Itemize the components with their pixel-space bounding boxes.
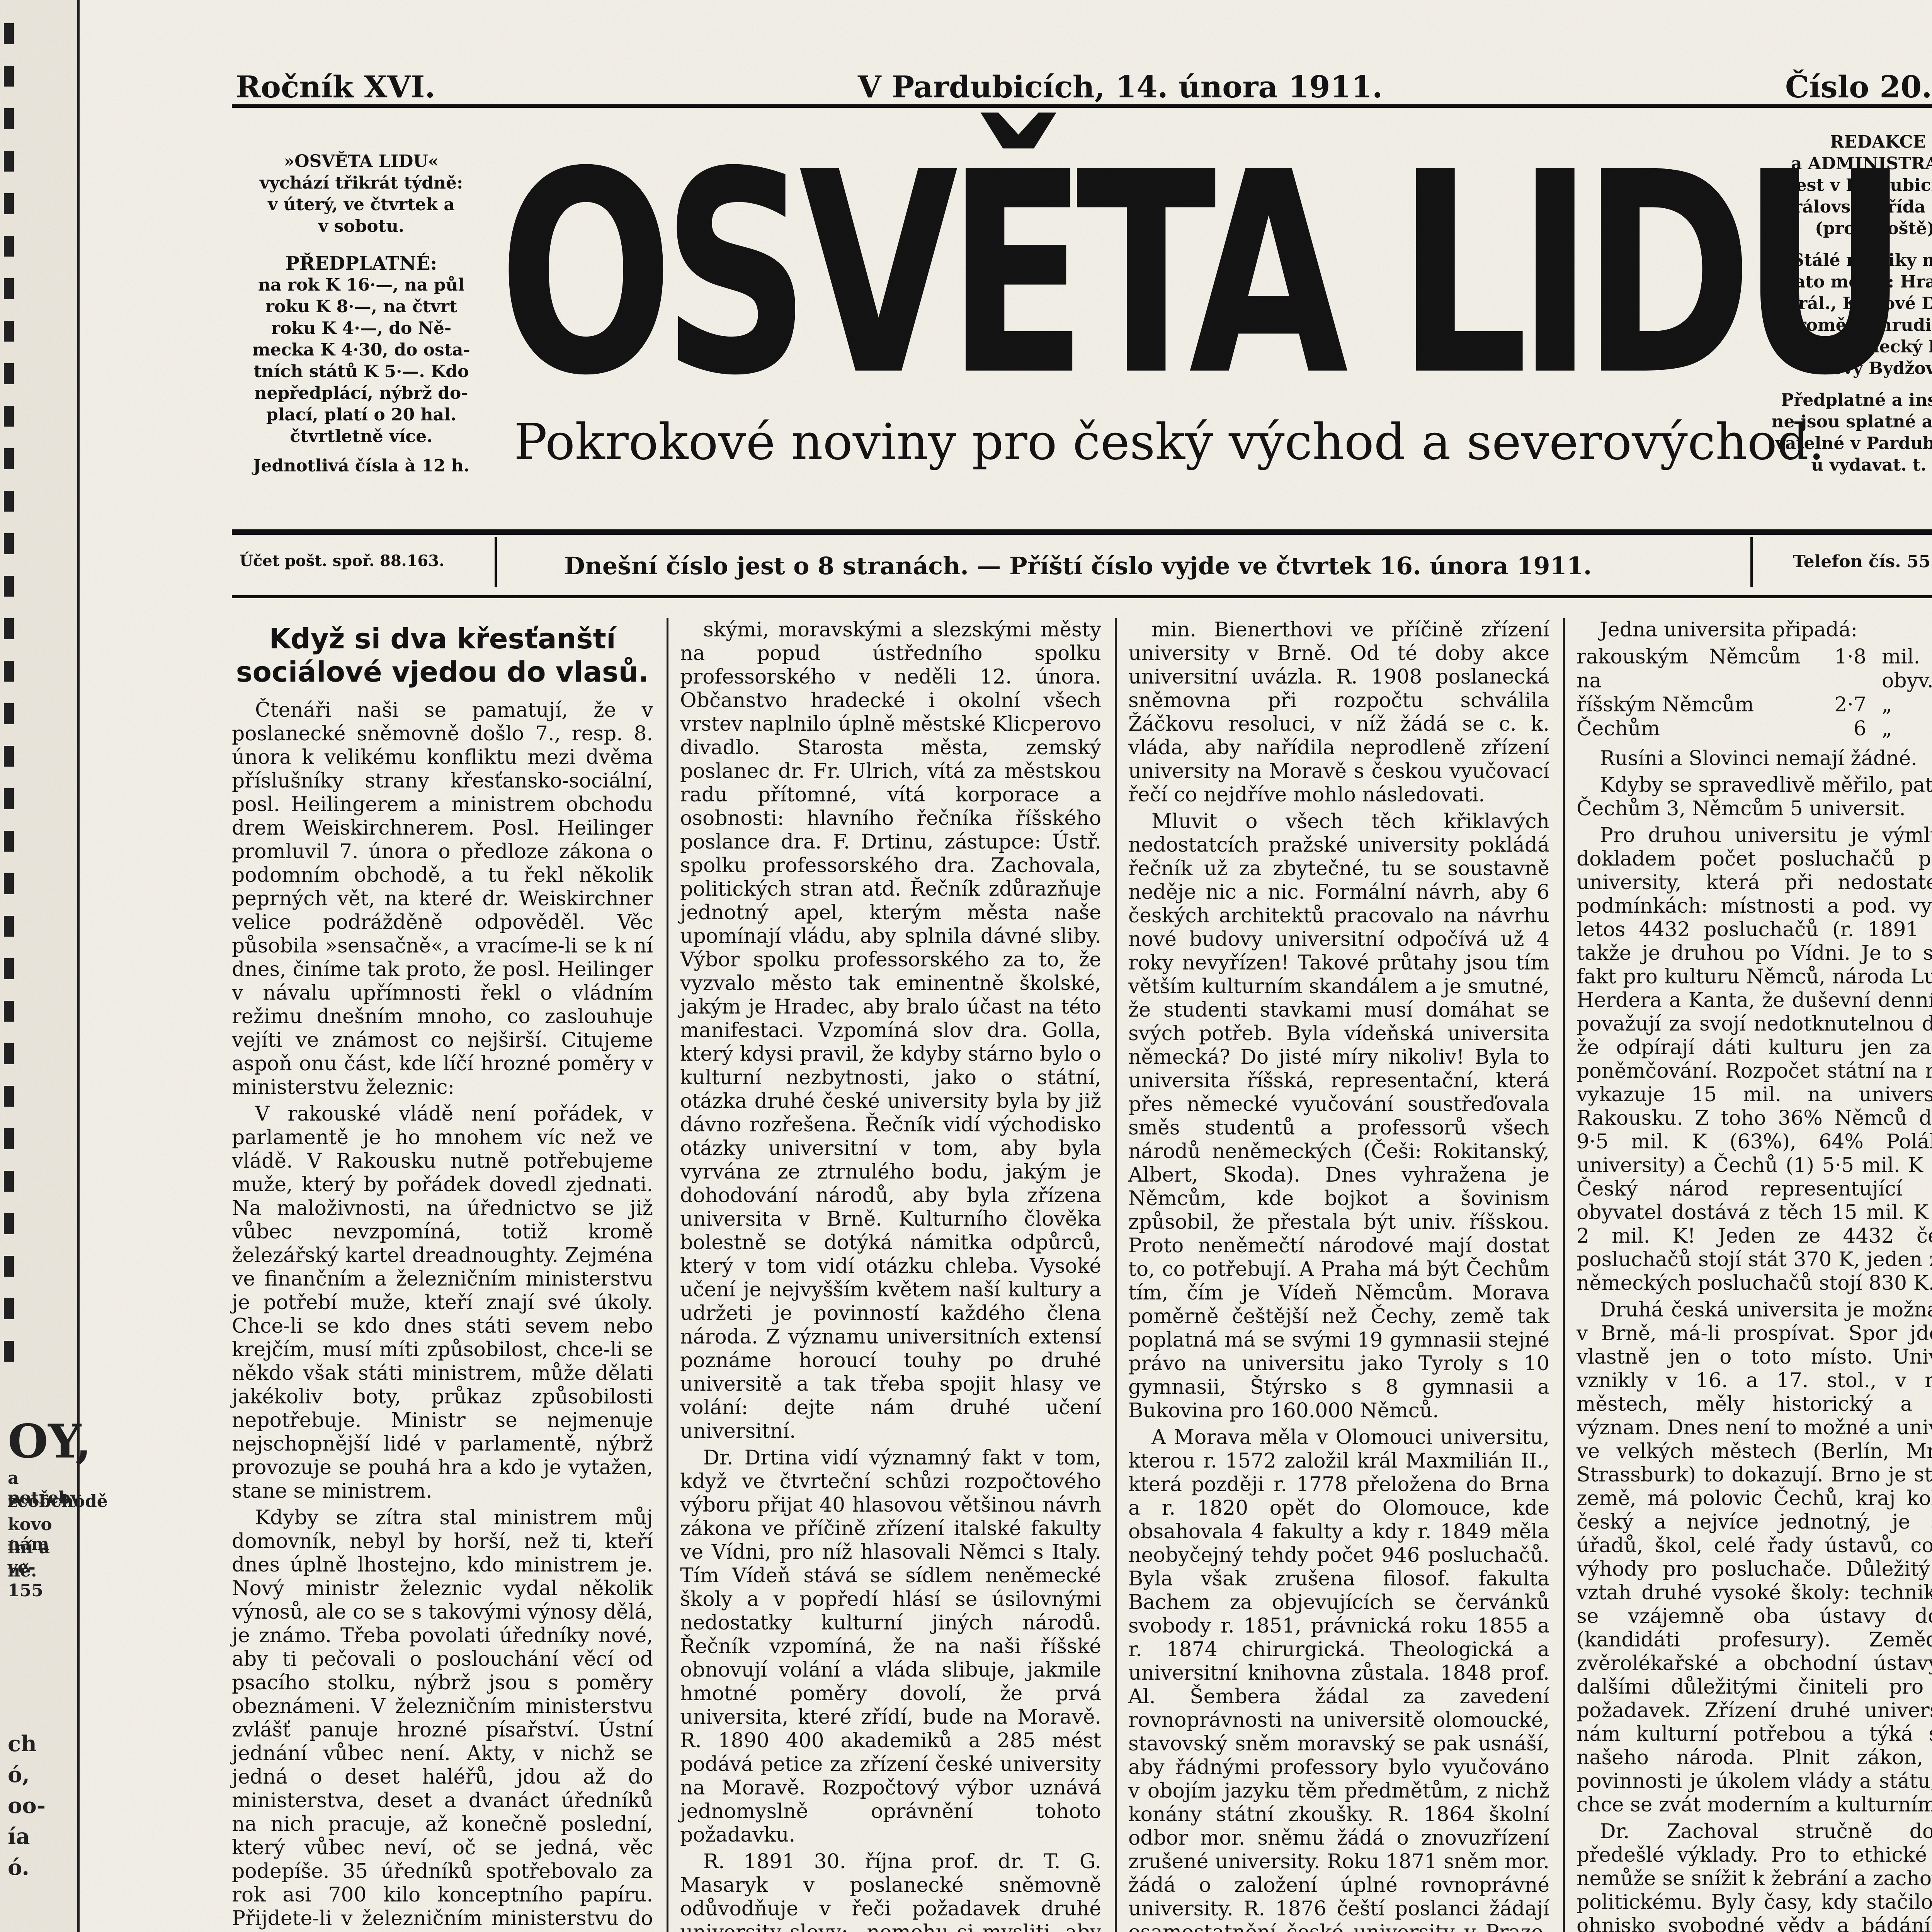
postal-account: Účet pošt. spoř. 88.163. (240, 552, 444, 570)
article-paragraph: Dr. Zachoval stručně do předešlé výklady. Pro to ethické nemůže se snížit k žebrání a zacho politickému. Byly časy, kdy stačilo ohnisko svobodné vědy a bádání, (1577, 1820, 1932, 1932)
stat-unit: „ (1882, 693, 1932, 717)
edge-fragment: kovo nám (8, 1515, 77, 1554)
article-paragraph: skými, moravskými a slezskými městy na popud ústředního spolku professorského v neděli 12. února. Občanstvo hradecké i okolní všech vrstev naplnilo úplně městské Klicperovo divadlo. Starosta města, zemský poslanec dr. Fr. Ulrich, vítá za městskou radu přítomné, vítá korporace a osobnosti: hlavního řečníka říšského poslance dra. F. Drtinu, zástupce: Ústř. spolku professorského dra. Zachovala, politických stran atd. Řečník zdůrazňuje jednotný apel, kterým města naše upomínají vládu, aby splnila dávné sliby. Výbor spolku professorského za to, že vyzvalo město tak eminentně školské, jakým je Hradec, aby bralo účast na této manifestaci. Vzpomíná slov dra. Golla, který kdysi pravil, že kdyby stárno bylo o kulturní nezbytnosti, jako o státní, otázka druhé české university byla by již dávno rozřešena. Řečník vidí východisko otázky universitní v tom, aby byla vyrvána ze ztrnulého bodu, jakým je dohodování národů, aby byla zřízena universita v Brně. Kulturního člověka bolestně se dotýká námitka odpůrců, který v tom vidí otázku chleba. Vysoké učení je nejvyšším květem naší kultury a udržeti je povinností každého člena národa. Z významu universitních extensí poznáme horoucí touhy po druhé universitě a tak třeba spojit hlasy ve volání: dejte nám druhé učení universitní. (680, 618, 1101, 1443)
subscription-title: PŘEDPLATNÉ: (232, 253, 491, 274)
article-paragraph: Rusíni a Slovinci nemají žádné. (1577, 747, 1932, 770)
stat-value: 6 (1801, 717, 1882, 741)
article-paragraph: Pro druhou universitu je výml dokladem počet posluchačů p university, která při nedostat podmínkách: místnosti a pod. vy letos 4432 posluchačů (r. 1891 takže je druhou po Vídni. Je to s fakt pro kulturu Němců, národa Lu Herdera a Kanta, že duševní denní považují za svojí nedotknutelnou d že odpírají dáti kulturu jen za poněmčování. Rozpočet státní na r vykazuje 15 mil. na univers Rakousku. Z toho 36% Němců d 9·5 mil. K (63%), 64% Polá university) a Čechů (1) 5·5 mil. K Český národ representující obyvatel dostává z těch 15 mil. K 2 mil. K! Jeden ze 4432 č posluchačů stojí stát 370 K, jeden německých posluchačů stojí 830 K (1577, 824, 1932, 1295)
article-paragraph: V rakouské vládě není pořádek, v parlamentě je ho mnohem víc než ve vládě. V Rakousku nutně potřebujeme muže, který by pořádek dovedl zjednati. Na maloživnosti, na úřednictvo se již vůbec nevzpomíná, totiž kromě železářský kartel dreadnoughty. Zejména ve finančním a železničním ministerstvu je potřebí muže, kteří znají své úkoly. Chce-li se kdo dnes státi sevem nebo krejčím, musí míti způsobilost, chce-li se někdo však státi ministrem, může dělati jakékoliv boty, průkaz způsobilosti nepotřebuje. Ministr se nejmenuje nejschopnější lidé v parlamentě, nýbrž provozuje se pouhá hra a kdo je vytažen, stane se ministrem. (232, 1102, 653, 1503)
newspaper-subtitle: Pokrokové noviny pro český východ a severovýchod. (498, 413, 1754, 471)
article-paragraph: Druhá česká universita je možn v Brně, má-li prospívat. Spor jd vlastně jen o toto místo. Uni vznikly v 16. a 17. stol., v městech, měly historický a význam. Dnes není to možné a uni ve velkých městech (Berlín, M Strassburk) to dokazují. Brno je st země, má polovic Čechů, kraj ko český a nejvíce jednotný, je úřadů, škol, celé řady ústavů, co výhody pro posluchače. Důležitý vztah druhé vysoké školy: technik se vzájemně oba ústavy d (kandidáti profesury). Zeměd zvěrolékařské a obchodní ústav dalšími důležitými činiteli pro požadavek. Zřízení druhé univer nám kulturní potřebou a týká našeho národa. Plnit zákon, povinnosti je úkolem vlády a státu, chce se zvát moderním a kulturním (1577, 1298, 1932, 1817)
edge-fragment: a potřeby (8, 1468, 80, 1508)
edge-fragment: ía (8, 1824, 30, 1849)
article-paragraph: Kdyby se zítra stal ministrem můj domovník, nebyl by horší, než ti, kteří dnes úplně lhostejno, kdo ministrem je. Nový ministr železnic vydal několik výnosů, ale co se s takovými výnosy dělá, je známo. Třeba povolati úředníky nové, aby ti pečovali o poslouchání věcí od psacího stolku, nýbrž jsou s poměry obeznámeni. V železničním ministerstvu zvlášť panuje hrozné písařství. Ústní jednání vůbec není. Akty, v nichž se jedná o deset haléřů, jdou až do ministerstva, deset a dvanáct úředníků na nich pracuje, až konečně poslední, který vůbec neví, oč se jedná, věc podepíše. 35 úředníků spotřebovalo za rok asi 700 kilo konceptního papíru. Přijdete-li v železničním ministerstvu do (232, 1506, 653, 1932)
edge-fragment: ch (8, 1731, 37, 1757)
payment-terms: Předplatné a in ne jsou splatné a vatelné v Pardub u vydavat. t. l. (1754, 389, 1932, 476)
edge-fragment: ně. 155 (8, 1561, 77, 1600)
volume-label: Ročník XVI. (236, 70, 435, 105)
article-paragraph: min. Bienerthovi ve příčině zřízení university v Brně. Od té doby akce universitní uvázla. R. 1908 poslanecká sněmovna při rozpočtu schválila Žáčkovu resoluci, v níž žádá se c. k. vláda, aby nařídila neprodleně zřízení university na Moravě s českou vyučovací řečí co nejdříve mohlo následovati. (1128, 618, 1549, 807)
issue-notice: Dnešní číslo jest o 8 stranách. — Příští číslo vyjde ve čtvrtek 16. února 1911. (564, 552, 1592, 580)
stat-value: 1·8 (1801, 645, 1882, 693)
article-paragraph: R. 1891 30. října prof. dr. T. G. Masaryk v poslanecké sněmovně odůvodňuje v řeči požadavek druhé (680, 1850, 1101, 1932)
article-paragraph: Kdyby se spravedlivě měřilo, pat Čechům 3, Němcům 5 universit. (1577, 774, 1932, 821)
edge-fragment: íní a ve- (8, 1538, 77, 1577)
edge-fragment: OY, (8, 1414, 92, 1469)
stat-value: 2·7 (1801, 693, 1882, 717)
place-date: V Pardubicích, 14. února 1911. (858, 70, 1383, 105)
stat-unit: mil. obyv (1882, 645, 1932, 693)
publication-info-box: »OSVĚTA LIDU« vychází třikrát týdně: v úterý, ve čtvrtek a v sobotu. PŘEDPLATNÉ: na rok K 16·—, na půl roku K 8·—, na čtvrt roku K 4·—, do Ně- mecka K 4·30, do osta- tních států K 5·—. Kdo nepředplácí, nýbrž do- plací, platí o 20 hal. čtvrtletně více. Jednotlivá čísla à 12 h. (232, 151, 491, 477)
edge-fragment: zcobchodě (8, 1492, 108, 1511)
stat-label: Čechům (1577, 717, 1801, 741)
article-paragraph: Mluvit o všech těch křiklavých nedostatcích pražské university pokládá řečník už za zbytečné, tu se soustavně neděje nic a nic. Formální návrh, aby 6 českých architektů pracovalo na návrhu nové budovy universitní odpočívá už 4 roky nevyřízen! Takové průtahy jsou tím větším kulturním skandálem a je smutné, že studenti stavkami musí domáhat se svých potřeb. Byla vídeňská universita německá? Do jisté míry nikoliv! Byla to universita říšská, representační, která přes německé vyučování soustřeďovala směs studentů a professorů všech národů neněmeckých (Češi: Rokitanský, Albert, Skoda). Dnes vyhražena je Němcům, kde bojkot a šovinism způsobil, že přestala být univ. říšskou. Proto neněmečtí národové mají dostat to, co potřebují. A Praha má být Čechům tím, čím je Vídeň Němcům. Morava poměrně češtější než Čechy, země tak poplatná má se svými 19 gymnasii stejné právo na universitu jako Tyroly s 10 gymnasii, Štýrsko s 8 gymnasii a Bukovina pro 160.000 Němců. (1128, 810, 1549, 1423)
article-headline: Když si dva křesťanští sociálové vjedou do vlasů. (232, 622, 653, 689)
edge-fragment: ó, (8, 1762, 30, 1787)
editorial-address: REDAKCE a ADMINISTRA jest v Pardubic Královská třída (proti poště). (1754, 131, 1932, 240)
single-price: Jednotlivá čísla à 12 h. (232, 455, 491, 477)
edge-fragment: oo- (8, 1793, 46, 1818)
stat-label: rakouským Němcům na (1577, 645, 1801, 693)
article-paragraph: Dr. Drtina vidí významný fakt v tom, když ve čtvrteční schůzi rozpočtového výboru přijat 40 hlasovou většinou návrh zákona ve příčině zřízení italské fakulty ve Vídni, pro níž hlasovali Němci s Italy. Tím Vídeň stává se sídlem neněmecké školy a v popředí hlásí se úsilovnými nedostatky kulturní jiných národů. Řečník vzpomíná, že na naši říšské obnovují volání a vláda slibuje, jakmile hmotné poměry dovolí, že prvá universita, které zřídí, bude na Moravě. R. 1890 400 akademiků a 285 mést podává petice za zřízení české university na Moravě. Rozpočtový výbor uznává jednomyslně oprávnění tohoto požadavku. (680, 1446, 1101, 1847)
regional-columns: Stálé rubriky m tato města: Hra Král., Králové D Jaroměř, Chrudi Mýto, Německý Nový Bydžov. (1754, 250, 1932, 379)
newspaper-title: OSVĚTA LIDU (498, 124, 1428, 425)
stat-label: říšským Němcům (1577, 693, 1801, 717)
telephone: Telefon čís. 55. (1793, 552, 1932, 571)
edge-fragment: ó. (8, 1855, 29, 1880)
issue-number: Číslo 20. (1785, 70, 1932, 105)
article-paragraph: Jedna universita připadá: (1577, 618, 1932, 642)
stat-unit: „ (1882, 717, 1932, 741)
article-paragraph: Čtenáři naši se pamatují, že v poslanecké sněmovně došlo 7., resp. 8. února k velikému konfliktu mezi dvěma příslušníky strany křesťansko-sociální, posl. Heilingerem a ministrem obchodu drem Weiskirchnerem. Posl. Heilinger promluvil 7. února o předloze zákona o podomním obchodě, a tu řekl několik peprných vět, na které dr. Weiskirchner velice podrážděně odpověděl. Věc působila »sensačně«, a vracíme-li se k ní dnes, činíme tak proto, že posl. Heilinger v návalu upřímnosti řekl o vládním režimu dnešním mnoho, co zaslouhuje vejíti ve známost co nejširší. Citujeme aspoň onu část, kde líčí hrozné poměry v ministerstvu železnic: (232, 699, 653, 1099)
article-paragraph: A Morava měla v Olomouci universitu, kterou r. 1572 založil král Maxmilián II., která později r. 1778 přeložena do Brna a r. 1820 opět do Olomouce, kde obsahovala 4 fakulty a kdy r. 1849 měla neobyčejný tehdy počet 946 posluchačů. Byla však zrušena filosof. fakulta Bachem za objevujících se červánků svobody r. 1851, právnická roku 1855 a r. 1874 chirurgická. Theologická a universitní knihovna zůstala. 1848 prof. Al. Šembera žádal za zavedení rovnoprávnosti na universitě olomoucké, stavovský sněm moravský se pak usnáší, aby řádnými professory bylo vyučováno v obojím jazyku těm předmětům, z nichž konány státní zkoušky. R. 1864 školní odbor mor. sněmu žádá o znovuzřízení zrušené university. Roku 1871 sněm mor. žádá o založení úplné rovnoprávné university. R. 1876 čeští poslanci žádají (1128, 1426, 1549, 1932)
